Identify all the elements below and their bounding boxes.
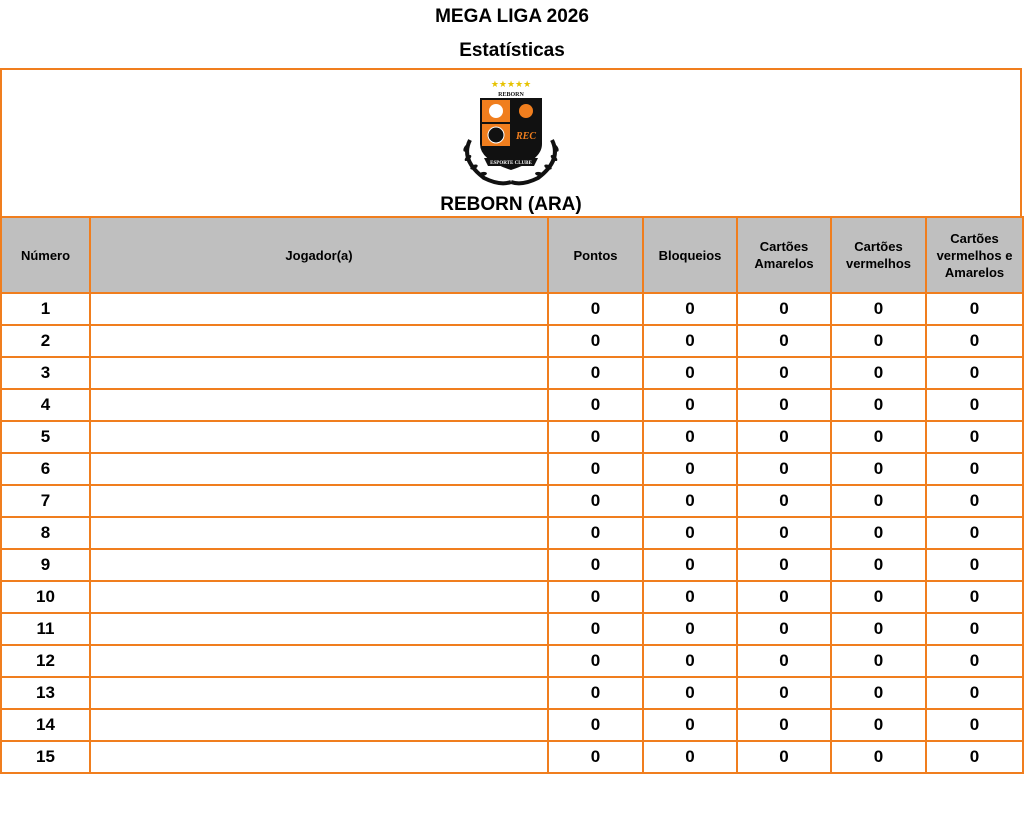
cell-cartoes-amarelos: 0 [737,389,831,421]
cell-numero: 4 [1,389,90,421]
table-row [1,453,1023,485]
cell-cartoes-vermelhos-amarelos: 0 [926,613,1023,645]
cell-cartoes-vermelhos-amarelos: 0 [926,581,1023,613]
cell-cartoes-vermelhos: 0 [831,389,926,421]
cell-pontos: 0 [548,709,643,741]
cell-pontos: 0 [548,325,643,357]
crest-top-label: REBORN [498,92,524,98]
table-row [1,549,1023,581]
cell-cartoes-amarelos: 0 [737,421,831,453]
cell-cartoes-vermelhos: 0 [831,453,926,485]
cell-cartoes-amarelos: 0 [737,485,831,517]
table-row [1,613,1023,645]
cell-pontos: 0 [548,645,643,677]
cell-cartoes-amarelos: 0 [737,517,831,549]
cell-bloqueios: 0 [643,517,737,549]
cell-cartoes-vermelhos-amarelos: 0 [926,293,1023,325]
cell-bloqueios: 0 [643,325,737,357]
cell-bloqueios: 0 [643,453,737,485]
cell-cartoes-amarelos: 0 [737,549,831,581]
cell-jogador[interactable] [90,485,548,517]
cell-pontos: 0 [548,453,643,485]
cell-numero: 14 [1,709,90,741]
cell-cartoes-vermelhos-amarelos: 0 [926,709,1023,741]
cell-cartoes-vermelhos: 0 [831,677,926,709]
cell-cartoes-amarelos: 0 [737,709,831,741]
cell-pontos: 0 [548,389,643,421]
table-row [1,485,1023,517]
table-header-row [1,217,1023,293]
table-row [1,741,1023,773]
team-crest-logo [456,78,566,190]
team-header [0,68,1022,218]
cell-cartoes-vermelhos: 0 [831,325,926,357]
cell-jogador[interactable] [90,741,548,773]
cell-bloqueios: 0 [643,581,737,613]
cell-bloqueios: 0 [643,293,737,325]
cell-cartoes-vermelhos: 0 [831,549,926,581]
cell-numero: 15 [1,741,90,773]
table-row [1,389,1023,421]
cell-cartoes-vermelhos-amarelos: 0 [926,421,1023,453]
cell-jogador[interactable] [90,453,548,485]
cell-cartoes-vermelhos-amarelos: 0 [926,453,1023,485]
col-header-cartoes-vermelhos: Cartões vermelhos [831,217,926,293]
cell-jogador[interactable] [90,517,548,549]
cell-cartoes-vermelhos-amarelos: 0 [926,677,1023,709]
cell-numero: 8 [1,517,90,549]
page-title: MEGA LIGA 2026 [435,6,589,27]
cell-cartoes-vermelhos-amarelos: 0 [926,357,1023,389]
cell-cartoes-vermelhos: 0 [831,741,926,773]
cell-cartoes-vermelhos-amarelos: 0 [926,485,1023,517]
cell-jogador[interactable] [90,549,548,581]
cell-cartoes-vermelhos: 0 [831,357,926,389]
cell-cartoes-vermelhos: 0 [831,293,926,325]
cell-numero: 7 [1,485,90,517]
cell-pontos: 0 [548,357,643,389]
cell-pontos: 0 [548,549,643,581]
cell-pontos: 0 [548,613,643,645]
col-header-pontos: Pontos [548,217,643,293]
cell-cartoes-vermelhos: 0 [831,421,926,453]
cell-jogador[interactable] [90,389,548,421]
cell-numero: 5 [1,421,90,453]
cell-jogador[interactable] [90,677,548,709]
cell-cartoes-amarelos: 0 [737,677,831,709]
cell-cartoes-vermelhos: 0 [831,709,926,741]
cell-cartoes-amarelos: 0 [737,613,831,645]
table-row [1,581,1023,613]
cell-numero: 3 [1,357,90,389]
cell-bloqueios: 0 [643,485,737,517]
cell-jogador[interactable] [90,421,548,453]
cell-pontos: 0 [548,485,643,517]
col-header-numero: Número [1,217,90,293]
cell-numero: 10 [1,581,90,613]
cell-bloqueios: 0 [643,549,737,581]
cell-cartoes-vermelhos-amarelos: 0 [926,517,1023,549]
cell-pontos: 0 [548,517,643,549]
cell-numero: 1 [1,293,90,325]
cell-jogador[interactable] [90,581,548,613]
cell-numero: 11 [1,613,90,645]
cell-pontos: 0 [548,421,643,453]
cell-bloqueios: 0 [643,677,737,709]
cell-jogador[interactable] [90,357,548,389]
cell-numero: 2 [1,325,90,357]
col-header-bloqueios: Bloqueios [643,217,737,293]
cell-cartoes-vermelhos: 0 [831,613,926,645]
cell-bloqueios: 0 [643,613,737,645]
table-row [1,645,1023,677]
table-row [1,677,1023,709]
cell-bloqueios: 0 [643,709,737,741]
cell-numero: 13 [1,677,90,709]
cell-pontos: 0 [548,677,643,709]
cell-bloqueios: 0 [643,389,737,421]
crest-monogram: REC [515,131,537,142]
cell-cartoes-vermelhos-amarelos: 0 [926,325,1023,357]
table-row [1,517,1023,549]
cell-jogador[interactable] [90,645,548,677]
cell-cartoes-amarelos: 0 [737,293,831,325]
cell-cartoes-amarelos: 0 [737,581,831,613]
cell-cartoes-vermelhos-amarelos: 0 [926,549,1023,581]
cell-cartoes-vermelhos-amarelos: 0 [926,741,1023,773]
table-row [1,357,1023,389]
table-row [1,325,1023,357]
col-header-cartoes-amarelos: Cartões Amarelos [737,217,831,293]
cell-cartoes-vermelhos-amarelos: 0 [926,645,1023,677]
cell-pontos: 0 [548,741,643,773]
crest-stars: ★★★★★ [490,80,532,90]
cell-cartoes-vermelhos: 0 [831,581,926,613]
cell-bloqueios: 0 [643,741,737,773]
table-row [1,709,1023,741]
cell-cartoes-vermelhos: 0 [831,645,926,677]
cell-jogador[interactable] [90,325,548,357]
cell-bloqueios: 0 [643,421,737,453]
cell-jogador[interactable] [90,293,548,325]
cell-cartoes-amarelos: 0 [737,741,831,773]
page-subtitle: Estatísticas [459,40,565,61]
table-row [1,293,1023,325]
cell-cartoes-vermelhos: 0 [831,485,926,517]
cell-cartoes-amarelos: 0 [737,645,831,677]
cell-cartoes-vermelhos: 0 [831,517,926,549]
team-name: REBORN (ARA) [440,194,582,215]
cell-numero: 6 [1,453,90,485]
cell-cartoes-amarelos: 0 [737,357,831,389]
cell-numero: 12 [1,645,90,677]
col-header-jogador: Jogador(a) [90,217,548,293]
crest-bottom-label: ESPORTE CLUBE [490,161,532,166]
cell-cartoes-amarelos: 0 [737,325,831,357]
cell-numero: 9 [1,549,90,581]
cell-pontos: 0 [548,581,643,613]
cell-cartoes-amarelos: 0 [737,453,831,485]
table-row [1,421,1023,453]
col-header-cartoes-vermelhos-amarelos: Cartões vermelhos e Amarelos [926,217,1023,293]
cell-pontos: 0 [548,293,643,325]
cell-bloqueios: 0 [643,645,737,677]
cell-jogador[interactable] [90,613,548,645]
cell-jogador[interactable] [90,709,548,741]
cell-cartoes-vermelhos-amarelos: 0 [926,389,1023,421]
cell-bloqueios: 0 [643,357,737,389]
stats-table [0,216,1024,774]
